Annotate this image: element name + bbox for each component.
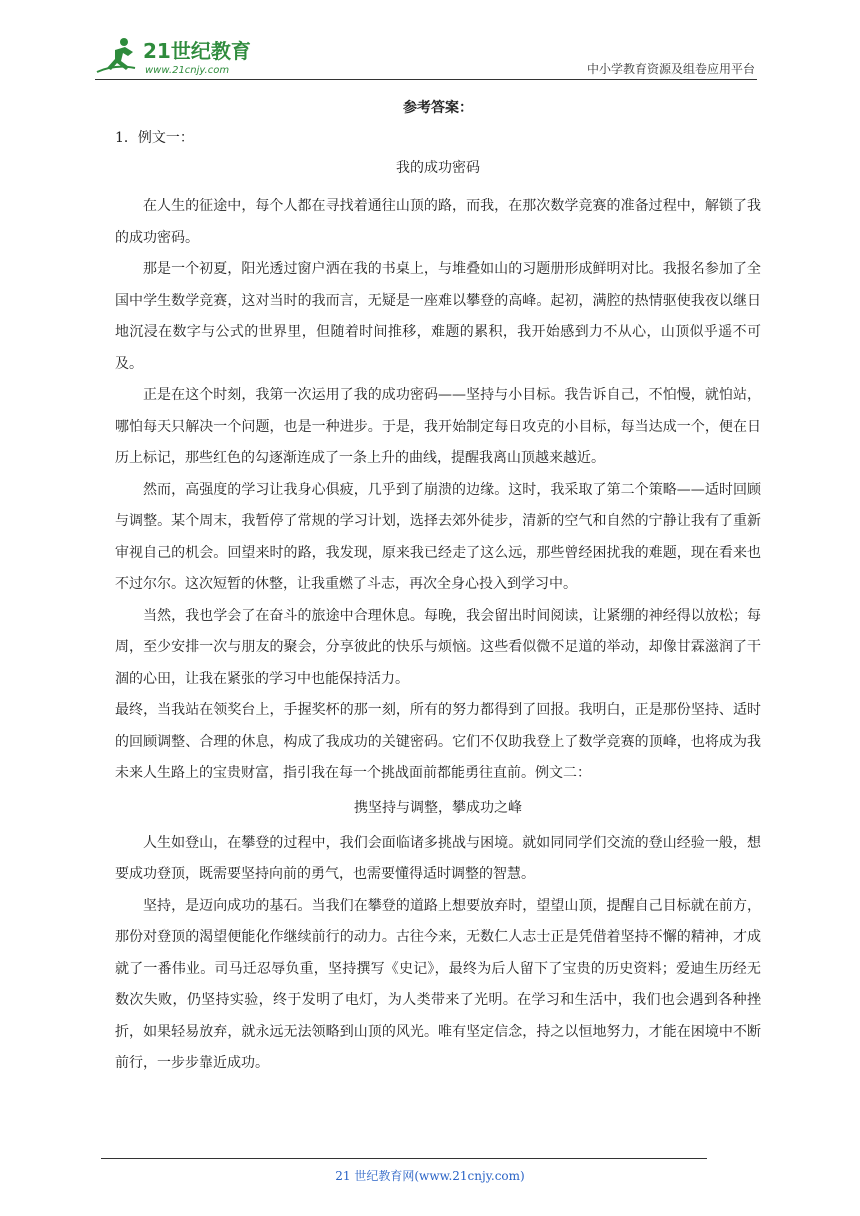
essay1-paragraph: 在人生的征途中，每个人都在寻找着通往山顶的路，而我，在那次数学竞赛的准备过程中，解锁了我的成功密码。 [115, 198, 761, 246]
logo-21cnjy [95, 34, 265, 78]
essay1-paragraph: 正是在这个时刻，我第一次运用了我的成功密码——坚持与小目标。我告诉自己，不怕慢，就怕站，哪怕每天只解决一个问题，也是一种进步。于是，我开始制定每日攻克的小目标，每当达成一个，便在日历上标记，那些红色的勾逐渐连成了一条上升的曲线，提醒我离山顶越来越近。 [115, 387, 761, 466]
essay2-title: 携坚持与调整，攀成功之峰 [354, 799, 522, 816]
essay1-paragraph: 然而，高强度的学习让我身心俱疲，几乎到了崩溃的边缘。这时，我采取了第二个策略——适时回顾与调整。某个周末，我暂停了常规的学习计划，选择去郊外徒步，清新的空气和自然的宁静让我有了重新审视自己的机会。回望来时的路，我发现，原来我已经走了这么远，那些曾经困扰我的难题，现在看来也不过尔尔。这次短暂的休整，让我重燃了斗志，再次全身心投入到学习中。 [115, 481, 761, 592]
question-number: 1．例文一： [115, 130, 194, 146]
footer-divider [101, 1158, 707, 1159]
essay1-closing: 最终，当我站在领奖台上，手握奖杯的那一刻，所有的努力都得到了回报。我明白，正是那份坚持、适时的回顾调整、合理的休息，构成了我成功的关键密码。它们不仅助我登上了数学竞赛的顶峰，也将成为我未来人生路上的宝贵财富，指引我在每一个挑战面前都能勇往直前。例文二： [115, 702, 761, 781]
logo-url: www.21cnjy.com [145, 65, 230, 76]
essay2-paragraph: 坚持，是迈向成功的基石。当我们在攀登的道路上想要放弃时，望望山顶，提醒自己目标就在前方，那份对登顶的渴望便能化作继续前行的动力。古往今来，无数仁人志士正是凭借着坚持不懈的精神，才成就了一番伟业。司马迁忍辱负重，坚持撰写《史记》，最终为后人留下了宝贵的历史资料；爱迪生历经无数次失败，仍坚持实验，终于发明了电灯，为人类带来了光明。在学习和生活中，我们也会遇到各种挫折，如果轻易放弃，就永远无法领略到山顶的风光。唯有坚定信念，持之以恒地努力，才能在困境中不断前行，一步步靠近成功。 [115, 897, 761, 1071]
header-divider [95, 79, 757, 80]
page-header [95, 34, 757, 82]
page-footer: 21 世纪教育网(www.21cnjy.com) [335, 1169, 525, 1183]
platform-name: 中小学教育资源及组卷应用平台 [586, 62, 755, 76]
essay2-paragraph: 人生如登山，在攀登的过程中，我们会面临诸多挑战与困境。就如同同学们交流的登山经验一般，想要成功登顶，既需要坚持向前的勇气，也需要懂得适时调整的智慧。 [115, 834, 761, 882]
answer-content [115, 98, 761, 1080]
logo-text: 21世纪教育 [143, 39, 251, 63]
answer-title: 参考答案： [403, 100, 473, 116]
essay1-paragraph: 那是一个初夏，阳光透过窗户洒在我的书桌上，与堆叠如山的习题册形成鲜明对比。我报名参加了全国中学生数学竞赛，这对当时的我而言，无疑是一座难以攀登的高峰。起初，满腔的热情驱使我夜以继日地沉浸在数字与公式的世界里，但随着时间推移，难题的累积，我开始感到力不从心，山顶似乎遥不可及。 [115, 261, 761, 372]
essay1-title: 我的成功密码 [396, 160, 480, 176]
essay1-paragraph: 当然，我也学会了在奋斗的旅途中合理休息。每晚，我会留出时间阅读，让紧绷的神经得以放松；每周，至少安排一次与朋友的聚会，分享彼此的快乐与烦恼。这些看似微不足道的举动，却像甘霖滋润了干涸的心田，让我在紧张的学习中也能保持活力。 [115, 607, 761, 687]
